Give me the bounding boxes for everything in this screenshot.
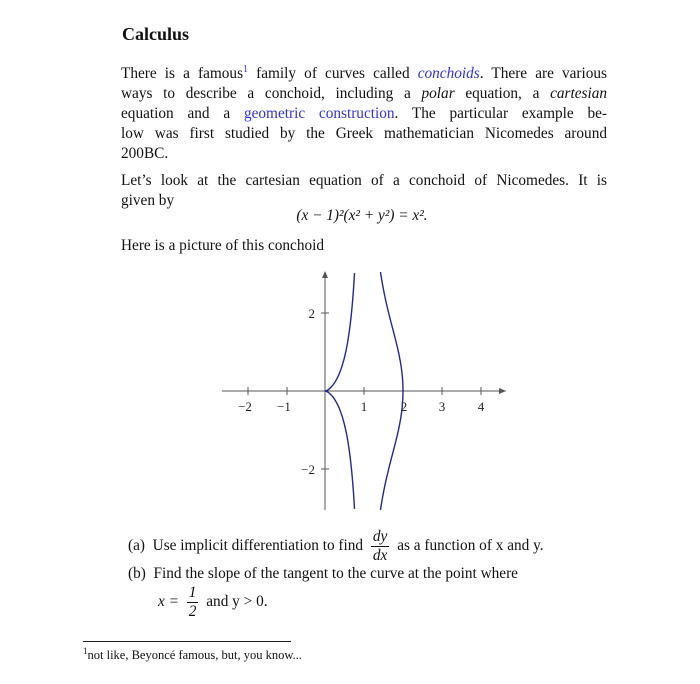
question-b-text-end: and y > 0.: [206, 593, 268, 611]
question-a-text: Use implicit differentiation to find: [152, 537, 364, 555]
conchoids-link[interactable]: conchoids: [417, 65, 480, 82]
fraction-numerator: 1: [188, 584, 197, 601]
conchoid-outer-branch-lower: [380, 391, 403, 510]
x-tick-label: 3: [438, 399, 446, 414]
x-axis-arrow: [499, 388, 506, 394]
equation-text: (x − 1)²(x² + y²) = x².: [296, 207, 428, 224]
page-title: Calculus: [122, 24, 190, 44]
fraction-denominator: dx: [372, 547, 388, 564]
cartesian-line-2: given by: [121, 192, 175, 209]
question-b-label: (b): [128, 565, 146, 582]
geometric-construction-link[interactable]: geometric construction: [243, 105, 395, 122]
intro-line-5: 200BC.: [121, 145, 169, 162]
fraction-denominator: 2: [188, 603, 197, 620]
picture-caption-text: Here is a picture of this conchoid: [121, 237, 325, 254]
intro-line-4: low was first studied by the Greek mathematician Nicomedes around: [121, 125, 607, 142]
conchoid-outer-branch-upper: [380, 272, 403, 391]
footnote-rule: [83, 641, 291, 642]
y-tick-label: 2: [308, 306, 315, 321]
intro-text: There is a famous: [121, 65, 244, 82]
footnote-mark: 1: [83, 646, 88, 656]
conchoid-inner-branch-upper: [325, 273, 355, 391]
intro-text: . There are various: [479, 65, 608, 82]
x-tick-label: 1: [360, 399, 368, 414]
one-half-fraction: [187, 584, 199, 621]
x-tick-label: −2: [238, 399, 252, 414]
question-a: [128, 528, 544, 565]
footnote: [83, 648, 302, 663]
intro-text: family of curves called: [248, 65, 418, 82]
polar-emphasis: polar: [421, 85, 455, 102]
footnote-ref[interactable]: 1: [243, 64, 249, 75]
cartesian-line-1: Let’s look at the cartesian equation of a conchoid of Nicomedes. It is: [121, 172, 607, 189]
footnote-text: not like, Beyoncé famous, but, you know...: [87, 648, 302, 662]
intro-text: equation and a: [121, 105, 244, 122]
x-tick-label: 2: [400, 399, 408, 414]
intro-text: ways to describe a conchoid, including a: [121, 85, 422, 102]
y-tick-label: −2: [301, 462, 315, 477]
x-tick-label: 4: [477, 399, 485, 414]
fraction-numerator: dy: [372, 528, 388, 545]
question-b-condition: [158, 584, 268, 621]
intro-text: . The particular example be-: [394, 105, 607, 122]
dy-dx-fraction: [371, 528, 389, 565]
question-a-text-end: as a function of x and y.: [397, 537, 544, 555]
x-tick-label: −1: [277, 399, 291, 414]
question-b: [128, 565, 518, 583]
question-b-text: Find the slope of the tangent to the curve at the point where: [153, 565, 518, 582]
y-axis-arrow: [322, 271, 328, 278]
cartesian-emphasis: cartesian: [550, 85, 607, 102]
conchoid-inner-branch-lower: [325, 391, 355, 509]
question-b-x: x =: [158, 593, 179, 611]
intro-text: equation, a: [454, 85, 551, 102]
question-a-label: (a): [128, 537, 145, 555]
